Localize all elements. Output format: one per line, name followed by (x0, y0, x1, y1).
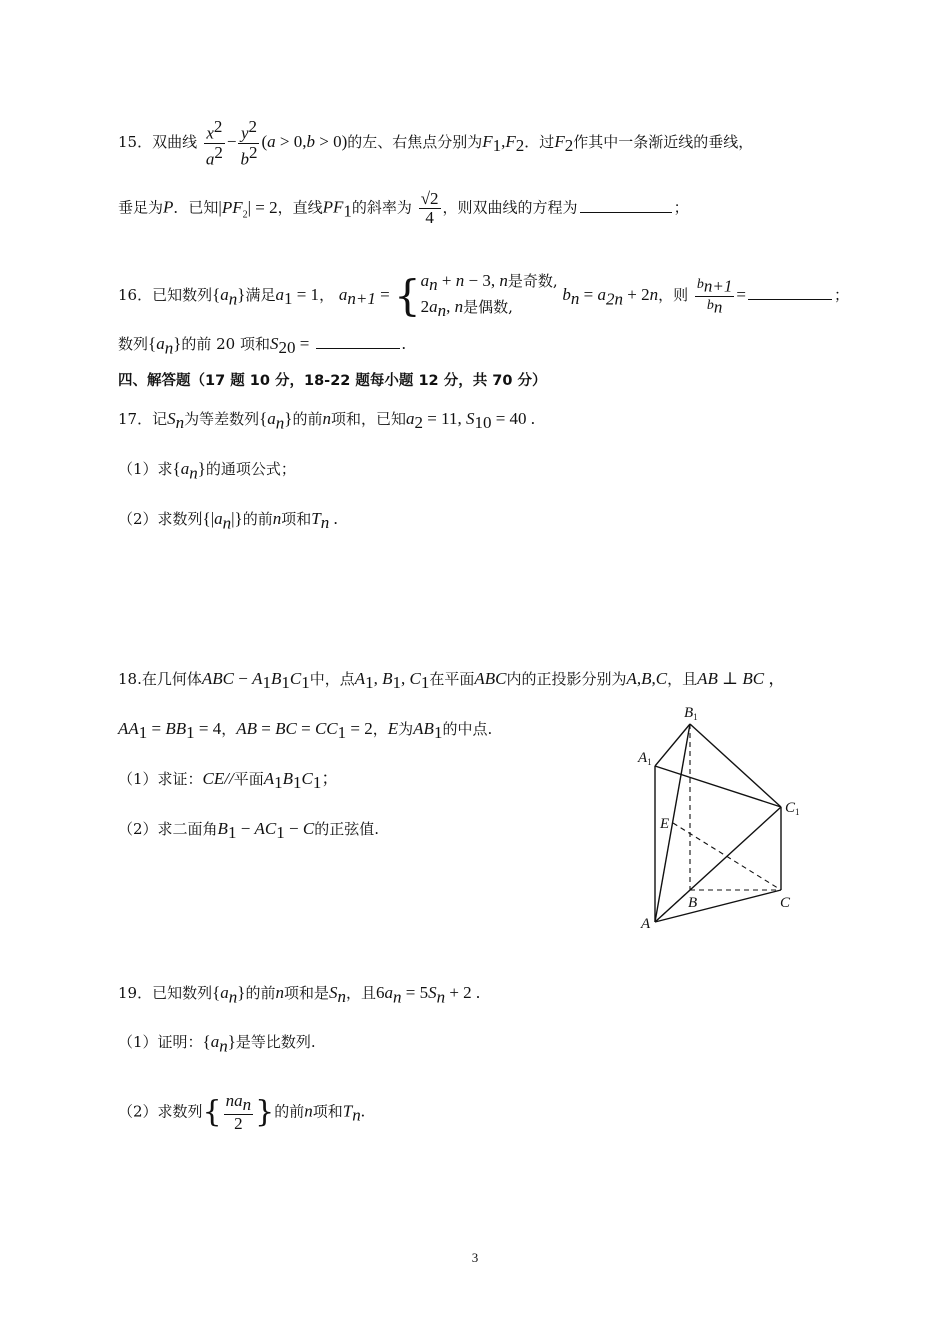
q15-line2: 垂足为P．已知$|PF_2| = 2$，直线$PF_1$的斜率为 $\frac{√2}{4}$ ，则双曲线的方程为 ； (118, 189, 689, 227)
label-B: B (688, 895, 698, 911)
edge-A1C1 (655, 766, 781, 807)
q18-part2: （2）求二面角$B_1 - AC_1 - C$的正弦值. (118, 819, 379, 842)
q19-number: 19． (118, 984, 153, 1002)
geometry-figure (636, 700, 811, 932)
answer-blank (316, 334, 400, 349)
label-E: E (660, 816, 670, 832)
q17-part2: （2）求数列$\{|a_n|\}$的前n项和$T_n$ . (118, 509, 338, 533)
q16-line2: 数列$\{a_n\}$的前 20 项和$S_{20}$ = . (118, 334, 406, 358)
q17-part1: （1）求$\{a_n\}$的通项公式； (118, 459, 296, 483)
label-C: C (780, 895, 791, 911)
fraction: $\frac{b_{n+1}}{b_n}$ (696, 276, 733, 317)
q17-number: 17． (118, 410, 153, 428)
q15-number: 15． (118, 133, 153, 152)
edge-AC (655, 890, 781, 922)
q19-part1: （1）证明：$\{a_n\}$是等比数列. (118, 1032, 316, 1056)
q18-line1: 18.在几何体ABC − $A_1B_1C_1$中，点$A_1$, $B_1$, $C_1$在平面ABC内的正投影分别为A,B,C，且AB ⊥ BC ， (118, 669, 786, 692)
q17-line1: 17．记$S_n$为等差数列$\{a_n\}$的前n项和，已知$a_2 = 11$, $S_{10} = 40$ . (118, 409, 536, 433)
q16-number: 16． (118, 286, 153, 304)
q16-line1: 16．已知数列$\{a_n\}$满足$a_1 = 1$， $a_{n+1}$ = { $a_n + n - 3$, n是奇数, $2a_n$, n是偶数, $b_n = a_{2n} + 2n$，则 $\frac{b_{n+1}}{b_n}$ = ； (118, 271, 849, 320)
edge-AC1 (655, 807, 781, 922)
label-B1: $B_1$ (684, 705, 698, 722)
q15-line1: 15．双曲线 $\frac{x^2}{a^2}$ − $\frac{y^2}{b^2}$ (a > 0,b > 0)的左、右焦点分别为$F_1,F_2$．过$F_2$作其中一条渐近线的垂线， (118, 117, 754, 169)
label-A1: $A_1$ (638, 750, 652, 767)
q18-part1: （1）求证：CE//平面$A_1B_1C_1$； (118, 769, 339, 792)
answer-blank (580, 198, 672, 213)
q18-number: 18. (118, 670, 142, 688)
fraction: $\frac{na_n}{2}$ (225, 1091, 252, 1133)
section-heading: 四、解答题（17 题 10 分，18-22 题每小题 12 分，共 70 分） (118, 373, 547, 389)
q18-line2: $AA_1 = BB_1 = 4$，AB = BC = $CC_1 = 2$，E为$AB_1$的中点. (118, 719, 493, 742)
piecewise: { $a_n + n - 3$, n是奇数, $2a_n$, n是偶数, (393, 271, 558, 320)
fraction: $\frac{y^2}{b^2}$ (240, 117, 258, 169)
q19-part2: （2）求数列{ $\frac{na_n}{2}$ }的前n项和$T_n$. (118, 1091, 365, 1133)
segment-CE-hidden (673, 823, 781, 890)
answer-blank (748, 285, 832, 300)
fraction: $\frac{x^2}{a^2}$ (205, 117, 223, 169)
page-number: 3 (471, 1250, 479, 1265)
q19-line1: 19．已知数列$\{a_n\}$的前n项和是$S_n$，且$6a_n = 5S_n + 2$ . (118, 983, 481, 1007)
label-A: A (641, 916, 651, 932)
edge-B1C1 (690, 724, 781, 807)
fraction: $\frac{√2}{4}$ (420, 189, 439, 227)
edge-A1B1 (655, 724, 690, 766)
label-C1: $C_1$ (785, 800, 800, 817)
